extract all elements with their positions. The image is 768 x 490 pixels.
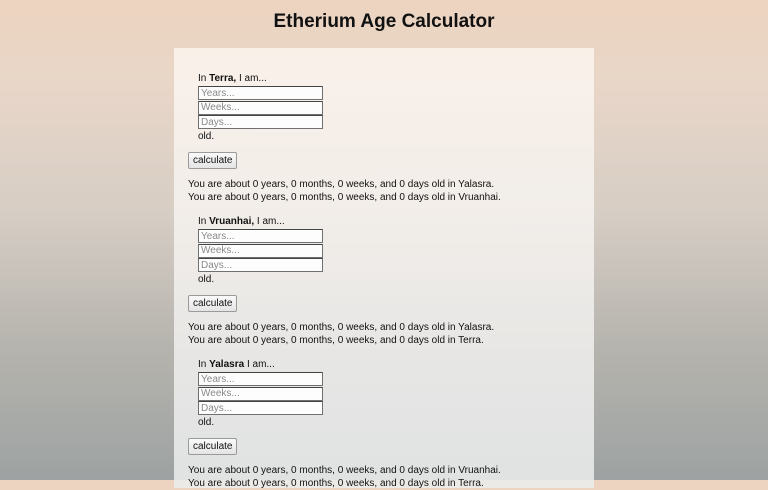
planet-name: Yalasra [209, 359, 245, 370]
vruanhai-years-input[interactable] [198, 229, 323, 243]
result-line: You are about 0 years, 0 months, 0 weeks, and 0 days old in Vruanhai. [188, 192, 501, 203]
vruanhai-intro [198, 215, 323, 229]
terra-section [188, 48, 580, 203]
terra-form [198, 72, 323, 144]
intro-prefix: In [198, 216, 207, 227]
intro-postfix: I am... [238, 73, 267, 84]
vruanhai-weeks-input[interactable] [198, 244, 323, 258]
yalasra-section [188, 334, 580, 489]
result-line: You are about 0 years, 0 months, 0 weeks, and 0 days old in Yalasra. [188, 179, 495, 190]
result-line: You are about 0 years, 0 months, 0 weeks, and 0 days old in Terra. [188, 335, 484, 346]
terra-intro [198, 72, 323, 86]
planet-name: Terra, [209, 73, 237, 84]
yalasra-results [188, 464, 501, 490]
intro-postfix: I am... [246, 359, 275, 370]
vruanhai-form [198, 215, 323, 287]
terra-calculate-button[interactable]: calculate [188, 152, 237, 169]
terra-years-input[interactable] [198, 86, 323, 100]
yalasra-weeks-input[interactable] [198, 387, 323, 401]
yalasra-form [198, 358, 323, 430]
page-title: Etherium Age Calculator [273, 11, 495, 32]
terra-suffix: old. [198, 130, 215, 142]
vruanhai-calculate-button[interactable]: calculate [188, 295, 237, 312]
yalasra-days-input[interactable] [198, 401, 323, 415]
intro-postfix: I am... [256, 216, 285, 227]
intro-prefix: In [198, 73, 207, 84]
result-line: You are about 0 years, 0 months, 0 weeks, and 0 days old in Yalasra. [188, 322, 495, 333]
yalasra-calculate-button[interactable]: calculate [188, 438, 237, 455]
vruanhai-suffix: old. [198, 273, 215, 285]
yalasra-intro [198, 358, 323, 372]
vruanhai-section [188, 191, 580, 346]
calculator-panel [174, 48, 594, 488]
yalasra-suffix: old. [198, 416, 215, 428]
result-line: You are about 0 years, 0 months, 0 weeks, and 0 days old in Terra. [188, 478, 484, 489]
planet-name: Vruanhai, [209, 216, 255, 227]
terra-days-input[interactable] [198, 115, 323, 129]
vruanhai-days-input[interactable] [198, 258, 323, 272]
intro-prefix: In [198, 359, 207, 370]
terra-weeks-input[interactable] [198, 101, 323, 115]
yalasra-years-input[interactable] [198, 372, 323, 386]
result-line: You are about 0 years, 0 months, 0 weeks, and 0 days old in Vruanhai. [188, 465, 501, 476]
